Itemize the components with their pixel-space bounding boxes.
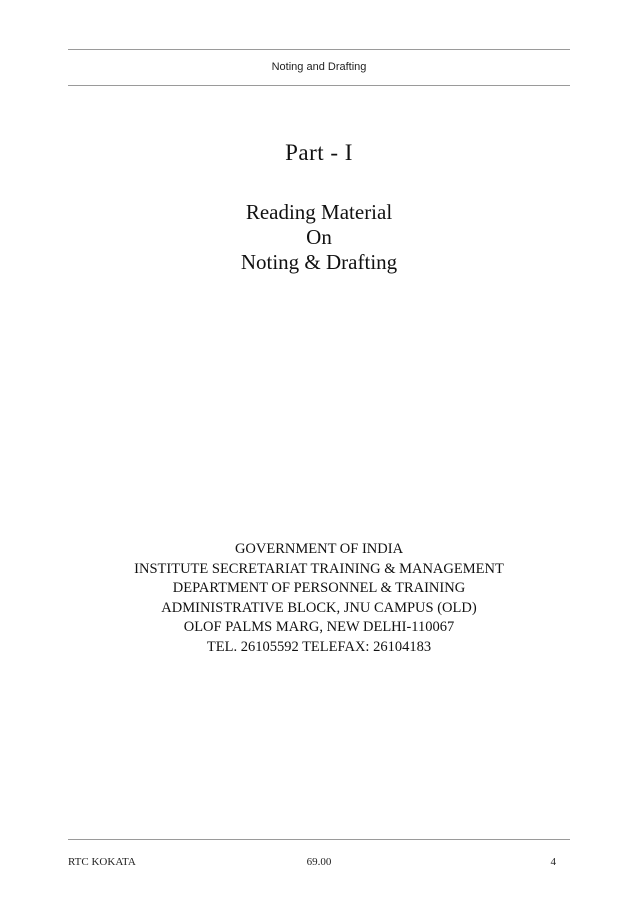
address-line: OLOF PALMS MARG, NEW DELHI-110067 [183, 619, 455, 635]
header-top-rule [68, 49, 570, 50]
footer-rule [68, 839, 570, 840]
part-title: Part - I [285, 140, 353, 165]
address-line: ADMINISTRATIVE BLOCK, JNU CAMPUS (OLD) [161, 599, 477, 616]
institution-address [0, 540, 638, 657]
header-bottom-rule [68, 85, 570, 86]
subtitle-line: Reading Material [245, 200, 393, 224]
document-subtitle [0, 200, 638, 275]
page-number: 4 [550, 856, 556, 868]
address-line: INSTITUTE SECRETARIAT TRAINING & MANAGEMENT [134, 560, 504, 577]
subtitle-line: On [306, 225, 332, 249]
address-line: DEPARTMENT OF PERSONNEL & TRAINING [172, 580, 466, 596]
running-header: Noting and Drafting [271, 61, 367, 73]
address-line: GOVERNMENT OF INDIA [234, 541, 404, 557]
footer-organization: RTC KOKATA [68, 856, 136, 868]
footer-center-text: 69.00 [306, 856, 332, 868]
subtitle-line: Noting & Drafting [240, 250, 398, 274]
address-line: TEL. 26105592 TELEFAX: 26104183 [206, 638, 432, 655]
